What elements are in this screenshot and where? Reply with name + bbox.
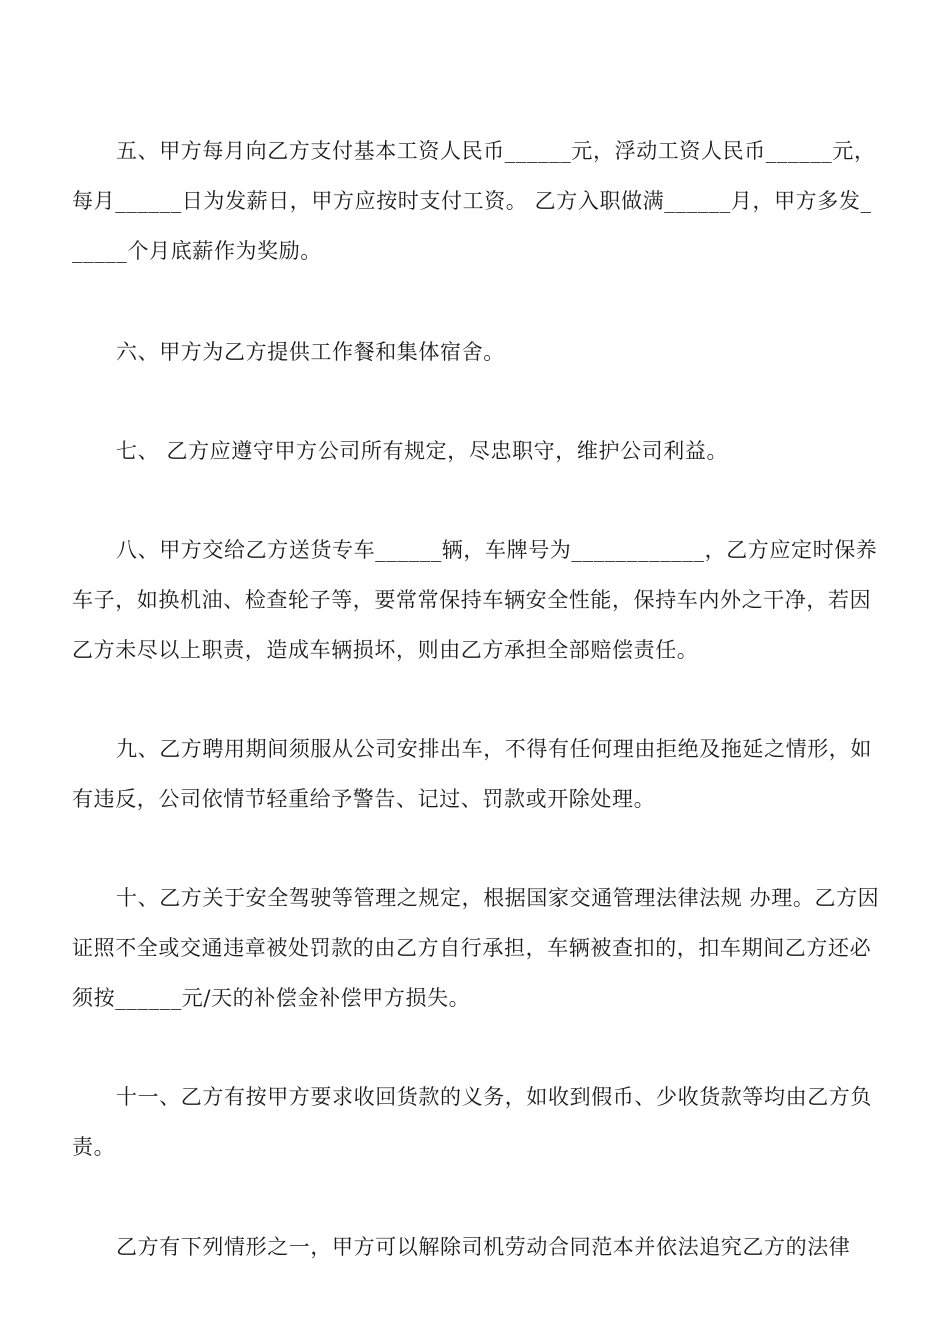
clause-5-salary: 五、甲方每月向乙方支付基本工资人民币______元，浮动工资人民币______元，每月______日为发薪日，甲方应按时支付工资。 乙方入职做满______月，甲方多发______个月底薪作为奖励。 — [72, 139, 876, 263]
clause-10-safe-driving: 十、乙方关于安全驾驶等管理之规定，根据国家交通管理法律法规 办理。乙方因证照不全或交通违章被处罚款的由乙方自行承担，车辆被查扣的，扣车期间乙方还必须按______元/天的补偿金补偿甲方损失。 — [72, 886, 880, 1010]
clause-8-delivery-vehicle: 八、甲方交给乙方送货专车______辆，车牌号为____________，乙方应定时保养车子，如换机油、检查轮子等，要常常保持车辆安全性能，保持车内外之干净，若因乙方未尽以上职责，造成车辆损坏，则由乙方承担全部赔偿责任。 — [72, 538, 878, 662]
clause-7-company-rules: 七、 乙方应遵守甲方公司所有规定，尽忠职守，维护公司利益。 — [116, 439, 729, 463]
clause-11-payment-collection: 十一、乙方有按甲方要求收回货款的义务，如收到假币、少收货款等均由乙方负责。 — [72, 1085, 872, 1159]
clause-9-dispatch: 九、乙方聘用期间须服从公司安排出车，不得有任何理由拒绝及拖延之情形，如有违反，公司依情节轻重给予警告、记过、罚款或开除处理。 — [72, 737, 872, 811]
clause-6-meals-dormitory: 六、甲方为乙方提供工作餐和集体宿舍。 — [116, 340, 505, 364]
termination-conditions-intro: 乙方有下列情形之一，甲方可以解除司机劳动合同范本并依法追究乙方的法律 — [116, 1235, 851, 1259]
